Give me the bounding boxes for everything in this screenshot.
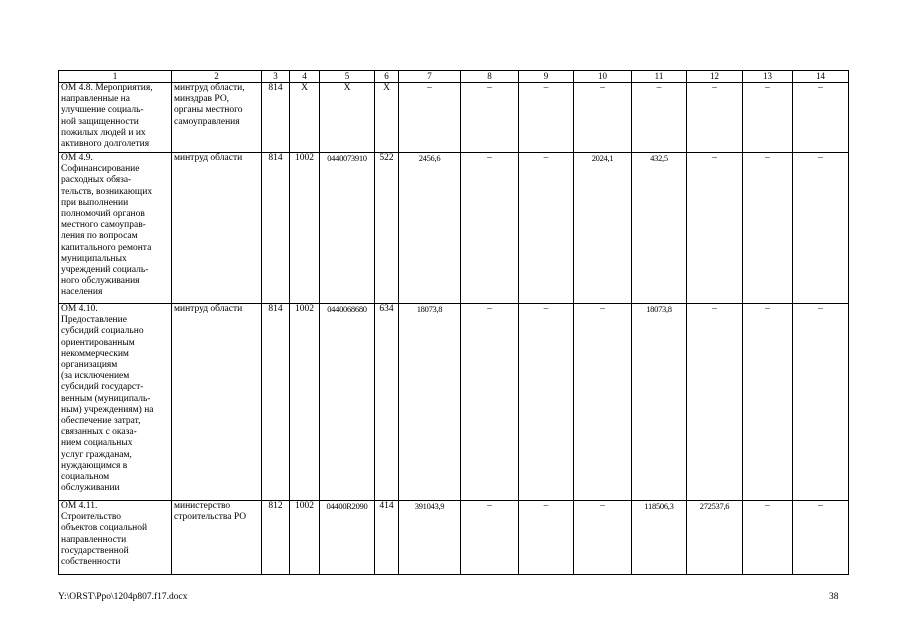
cell: –: [461, 501, 519, 575]
page-number: 38: [829, 592, 839, 602]
cell: 272537,6: [687, 501, 743, 575]
cell: 118506,3: [632, 501, 687, 575]
col-header: 1: [59, 71, 172, 83]
cell: –: [743, 304, 793, 501]
cell: –: [461, 304, 519, 501]
cell: 812: [262, 501, 290, 575]
cell: –: [574, 83, 632, 153]
budget-table: [58, 70, 849, 575]
cell: 0440073910: [320, 153, 375, 304]
event-name: ОМ 4.8. Мероприятия, направленные на улучшение социаль- ной защищенности пожилых людей и их активного долголетия: [59, 83, 172, 153]
cell: Х: [320, 83, 375, 153]
event-name: ОМ 4.10. Предоставление субсидий социально ориентированным некоммерческим организациям (за исключением субсидий государст- венным (муниципаль- ным) учреждениям) на обеспечение затрат, связанных с оказа- нием социальных услуг гражданам, нуждающимся в социальном обслуживании: [59, 304, 172, 501]
cell: –: [687, 153, 743, 304]
col-header: 13: [743, 71, 793, 83]
table-row: [59, 304, 849, 501]
event-name: ОМ 4.11. Строительство объектов социальной направленности государственной собственности: [59, 501, 172, 575]
cell: –: [461, 153, 519, 304]
col-header: 14: [793, 71, 849, 83]
header-row: [59, 71, 849, 83]
cell: –: [574, 501, 632, 575]
executor: минтруд области: [172, 153, 262, 304]
cell: –: [687, 83, 743, 153]
cell: –: [519, 304, 574, 501]
cell: 1002: [290, 304, 320, 501]
col-header: 9: [519, 71, 574, 83]
cell: –: [519, 501, 574, 575]
col-header: 5: [320, 71, 375, 83]
cell: –: [461, 83, 519, 153]
cell: 391043,9: [399, 501, 461, 575]
col-header: 6: [375, 71, 399, 83]
cell: 04400R2090: [320, 501, 375, 575]
executor: минтруд области, минздрав РО, органы местного самоуправления: [172, 83, 262, 153]
col-header: 7: [399, 71, 461, 83]
cell: 0440068680: [320, 304, 375, 501]
cell: 634: [375, 304, 399, 501]
table-row: [59, 153, 849, 304]
col-header: 8: [461, 71, 519, 83]
col-header: 10: [574, 71, 632, 83]
cell: 414: [375, 501, 399, 575]
cell: 814: [262, 83, 290, 153]
cell: –: [793, 304, 849, 501]
cell: 2024,1: [574, 153, 632, 304]
cell: Х: [375, 83, 399, 153]
cell: –: [743, 501, 793, 575]
cell: –: [743, 83, 793, 153]
cell: 18073,8: [399, 304, 461, 501]
table-row: [59, 501, 849, 575]
cell: –: [574, 304, 632, 501]
cell: 2456,6: [399, 153, 461, 304]
executor: минтруд области: [172, 304, 262, 501]
footer-file-path: Y:\ORST\Ppo\1204p807.f17.docx: [58, 592, 188, 602]
cell: –: [793, 153, 849, 304]
cell: 522: [375, 153, 399, 304]
cell: 814: [262, 153, 290, 304]
cell: –: [793, 501, 849, 575]
cell: Х: [290, 83, 320, 153]
table-row: [59, 83, 849, 153]
cell: 18073,8: [632, 304, 687, 501]
cell: –: [632, 83, 687, 153]
col-header: 11: [632, 71, 687, 83]
col-header: 12: [687, 71, 743, 83]
cell: 1002: [290, 153, 320, 304]
event-name: ОМ 4.9. Софинансирование расходных обяза- тельств, возникающих при выполнении полномочий органов местного самоупрaв- ления по вопросам капитального ремонта муниципальных учреждений социаль- ного обслуживания населения: [59, 153, 172, 304]
col-header: 2: [172, 71, 262, 83]
cell: –: [793, 83, 849, 153]
cell: –: [399, 83, 461, 153]
cell: –: [743, 153, 793, 304]
col-header: 4: [290, 71, 320, 83]
cell: –: [519, 153, 574, 304]
cell: 1002: [290, 501, 320, 575]
executor: министерство строительства РО: [172, 501, 262, 575]
cell: –: [687, 304, 743, 501]
cell: 814: [262, 304, 290, 501]
col-header: 3: [262, 71, 290, 83]
cell: 432,5: [632, 153, 687, 304]
cell: –: [519, 83, 574, 153]
